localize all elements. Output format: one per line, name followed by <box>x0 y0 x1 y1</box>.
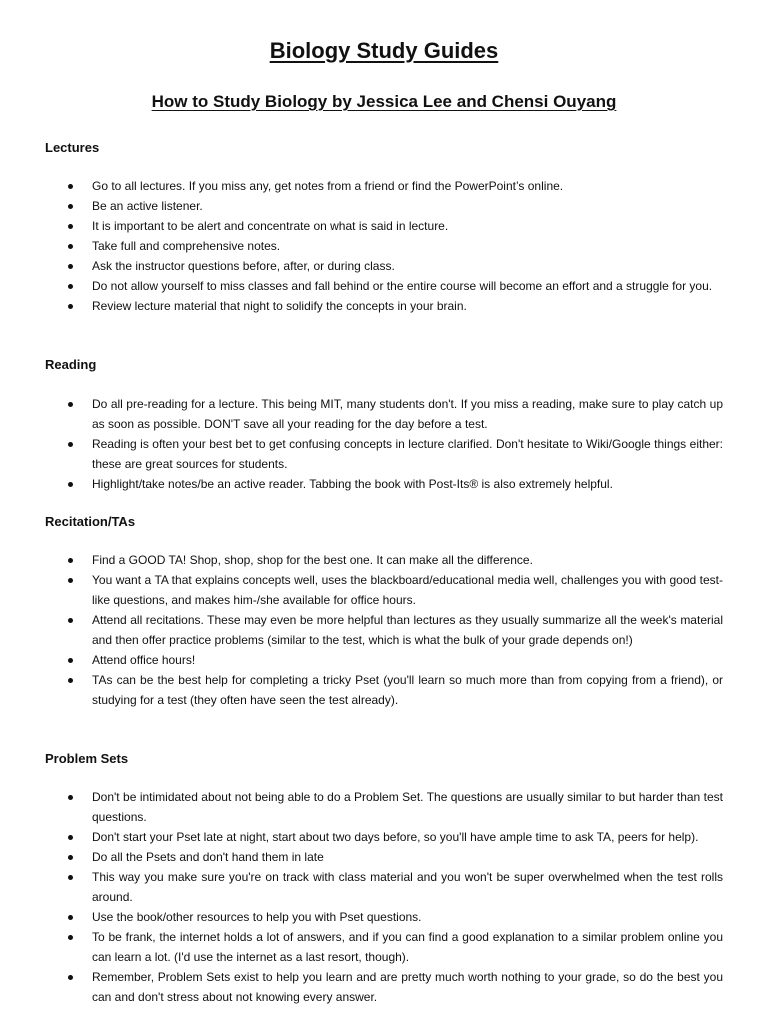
list-item-text: Do all pre-reading for a lecture. This being MIT, many students don't. If you miss a reading, make sure to play catch up as soon as possible. DON'T save all your reading for the day before a test. <box>92 397 723 431</box>
list-item <box>45 570 723 610</box>
list-item-text: Attend office hours! <box>92 653 196 667</box>
section-heading: Reading <box>45 357 97 372</box>
list-item <box>45 474 723 494</box>
bullet-icon <box>68 304 73 309</box>
bullet-icon <box>68 244 73 249</box>
bullet-icon <box>68 915 73 920</box>
list-item <box>45 394 723 434</box>
section-reading <box>45 357 723 494</box>
list-item <box>45 847 723 867</box>
bullet-icon <box>68 284 73 289</box>
bullet-list <box>45 787 723 1007</box>
bullet-icon <box>68 442 73 447</box>
list-item-text: Review lecture material that night to solidify the concepts in your brain. <box>92 299 467 313</box>
bullet-icon <box>68 578 73 583</box>
bullet-icon <box>68 482 73 487</box>
list-item-text: This way you make sure you're on track with class material and you won't be super overwhelmed when the test rolls around. <box>92 870 723 904</box>
list-item <box>45 867 723 907</box>
section-recitation-tas <box>45 514 723 710</box>
page-subtitle: How to Study Biology by Jessica Lee and Chensi Ouyang <box>151 92 617 111</box>
list-item-text: Don't be intimidated about not being able to do a Problem Set. The questions are usually similar to but harder than test questions. <box>92 790 723 824</box>
bullet-list <box>45 550 723 710</box>
bullet-icon <box>68 184 73 189</box>
section-problem-sets <box>45 751 723 1007</box>
list-item <box>45 176 723 196</box>
section-heading: Recitation/TAs <box>45 514 136 529</box>
list-item <box>45 256 723 276</box>
list-item <box>45 216 723 236</box>
list-item-text: You want a TA that explains concepts well, uses the blackboard/educational media well, challenges you with good test-like questions, and makes him-/she available for office hours. <box>92 573 723 607</box>
list-item-text: Don't start your Pset late at night, start about two days before, so you'll have ample time to ask TA, peers for help). <box>92 830 699 844</box>
list-item-text: TAs can be the best help for completing a tricky Pset (you'll learn so much more than from copying from a friend), or studying for a test (they often have seen the test already). <box>92 673 723 707</box>
list-item-text: Attend all recitations. These may even be more helpful than lectures as they usually summarize all the week's material and then offer practice problems (similar to the test, which is what the bulk of your grade depends on!) <box>92 613 723 647</box>
list-item-text: Be an active listener. <box>92 199 203 213</box>
list-item-text: Take full and comprehensive notes. <box>92 239 281 253</box>
section-heading: Problem Sets <box>45 751 129 766</box>
list-item-text: Reading is often your best bet to get confusing concepts in lecture clarified. Don't hesitate to Wiki/Google things either: these are great sources for students. <box>92 437 723 471</box>
bullet-list <box>45 394 723 494</box>
list-item <box>45 236 723 256</box>
bullet-icon <box>68 975 73 980</box>
list-item <box>45 196 723 216</box>
bullet-icon <box>68 402 73 407</box>
list-item-text: Remember, Problem Sets exist to help you learn and are pretty much worth nothing to your grade, so do the best you can and don't stress about not knowing every answer. <box>92 970 723 1004</box>
list-item <box>45 670 723 710</box>
bullet-icon <box>68 658 73 663</box>
bullet-list <box>45 176 723 316</box>
list-item <box>45 276 723 296</box>
bullet-icon <box>68 835 73 840</box>
list-item-text: It is important to be alert and concentrate on what is said in lecture. <box>92 219 449 233</box>
bullet-icon <box>68 855 73 860</box>
list-item-text: Do all the Psets and don't hand them in late <box>92 850 324 864</box>
list-item <box>45 967 723 1007</box>
bullet-icon <box>68 618 73 623</box>
list-item <box>45 650 723 670</box>
list-item <box>45 434 723 474</box>
list-item-text: Find a GOOD TA! Shop, shop, shop for the best one. It can make all the difference. <box>92 553 533 567</box>
list-item-text: Do not allow yourself to miss classes and fall behind or the entire course will become an effort and a struggle for you. <box>92 279 713 293</box>
list-item <box>45 550 723 570</box>
list-item-text: Go to all lectures. If you miss any, get notes from a friend or find the PowerPoint’s online. <box>92 179 564 193</box>
list-item <box>45 610 723 650</box>
bullet-icon <box>68 204 73 209</box>
page-title: Biology Study Guides <box>269 38 499 63</box>
bullet-icon <box>68 558 73 563</box>
list-item <box>45 827 723 847</box>
section-lectures <box>45 140 723 316</box>
bullet-icon <box>68 224 73 229</box>
bullet-icon <box>68 678 73 683</box>
list-item-text: Highlight/take notes/be an active reader. Tabbing the book with Post-Its® is also extremely helpful. <box>92 477 613 491</box>
list-item <box>45 296 723 316</box>
bullet-icon <box>68 264 73 269</box>
list-item <box>45 927 723 967</box>
list-item <box>45 907 723 927</box>
section-heading: Lectures <box>45 140 100 155</box>
list-item-text: Ask the instructor questions before, after, or during class. <box>92 259 395 273</box>
list-item-text: To be frank, the internet holds a lot of answers, and if you can find a good explanation to a similar problem online you can learn a lot. (I'd use the internet as a last resort, though). <box>92 930 723 964</box>
bullet-icon <box>68 935 73 940</box>
bullet-icon <box>68 795 73 800</box>
list-item <box>45 787 723 827</box>
list-item-text: Use the book/other resources to help you with Pset questions. <box>92 910 422 924</box>
bullet-icon <box>68 875 73 880</box>
